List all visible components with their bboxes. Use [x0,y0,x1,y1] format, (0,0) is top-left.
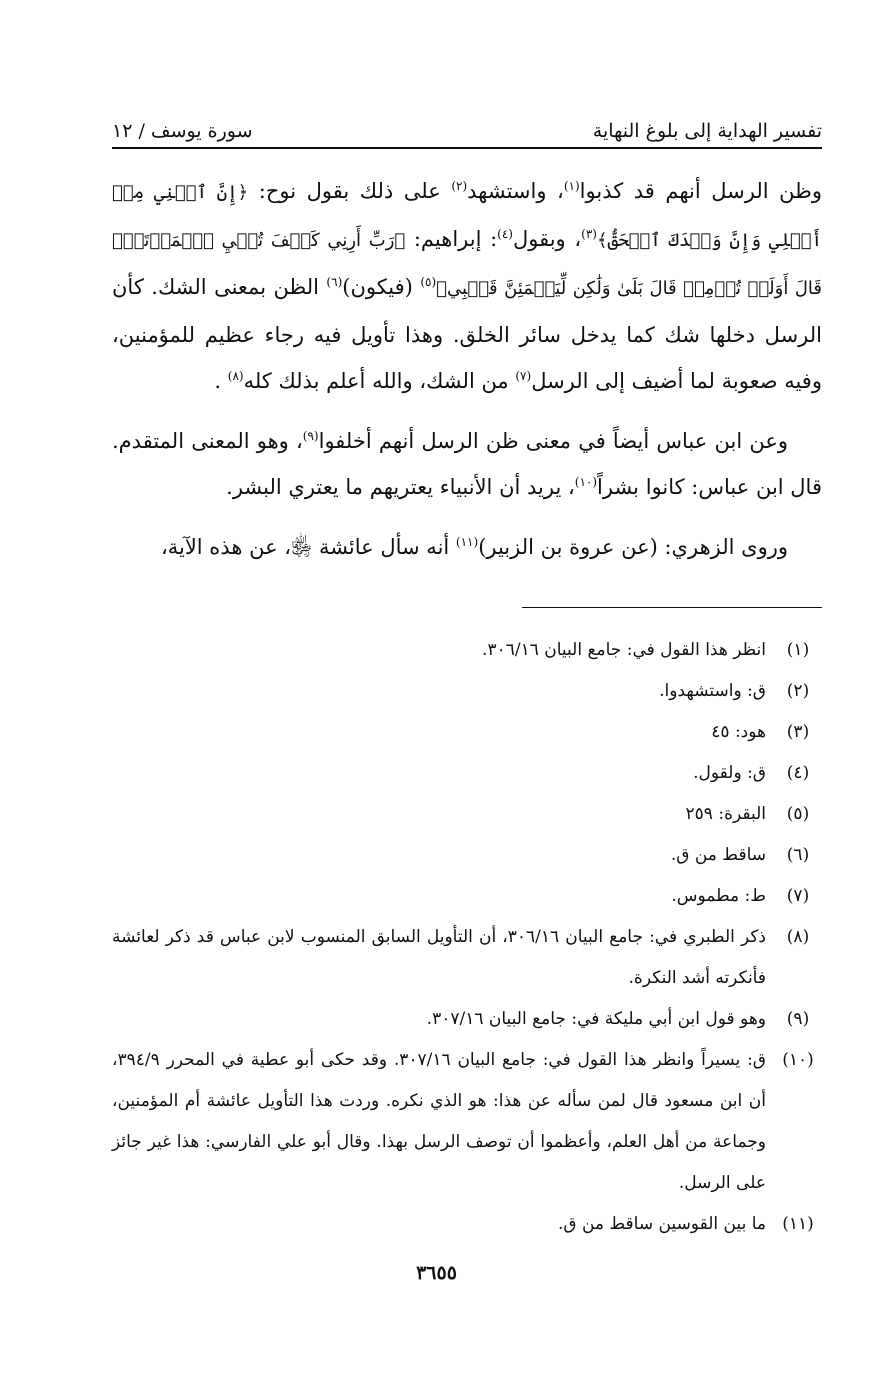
quran-verse: ﴿رَبِّ أَرِنِي كَيۡفَ تُحۡيِ ٱلۡمَوۡتَىٰۖ قَالَ أَوَلَمۡ تُؤۡمِنۖ قَالَ بَلَىٰ وَلَٰكِن لِّيَطۡمَئِنَّ قَلۡبِي﴾ [112,230,822,299]
text-run: الظن بمعنى الشك. كأن الرسل دخلها شك كما يدخل سائر الخلق. وهذا تأويل فيه رجاء عظيم للمؤمنين، وفيه صعوبة لما أضيف إلى الرسل [112,275,822,393]
paragraph-1 [112,168,822,404]
footnote-text: ساقط من ق. [670,845,766,865]
footnote-ref[interactable]: (٩) [302,429,319,443]
footnote-number: (٦) [786,845,810,865]
footnote-ref[interactable]: (١١) [455,535,479,549]
footnote-number: (٤) [786,763,810,783]
footnote-number: (١) [786,640,810,660]
footnote-item [112,1204,830,1245]
text-run: من الشك، والله أعلم بذلك كله [243,369,516,393]
text-run: ، يريد أن الأنبياء يعتريهم ما يعتري البشر. [226,475,575,499]
footnote-number: (١١) [782,1214,814,1234]
footnote-text: ق: واستشهدوا. [659,681,766,701]
text-run: وعن ابن عباس أيضاً في معنى ظن الرسل أنهم أخلفوا [318,429,788,453]
quran-verse: ﴿إِنَّ ٱبۡنِي مِنۡ أَهۡلِي وَإِنَّ وَعۡدَكَ ٱلۡحَقُّ﴾ [112,182,822,251]
footnote-text: ذكر الطبري في: جامع البيان ٣٠٦/١٦، أن التأويل السابق المنسوب لابن عباس قد ذكر لعائشة فأنكرته أشد النكرة. [112,927,766,988]
footnote-text: البقرة: ٢٥٩ [685,804,766,824]
footnote-item [112,1040,830,1204]
footnotes-list [112,630,830,1245]
footnote-text: ق: ولقول. [693,763,766,783]
text-run: ، وبقول [512,227,582,251]
book-title: تفسير الهداية إلى بلوغ النهاية [592,120,822,142]
footnote-ref[interactable]: (١) [563,179,580,193]
footnote-item [112,712,830,753]
text-run: . [214,369,228,393]
footnote-ref[interactable]: (٦) [326,275,343,289]
paragraph-2 [112,418,822,510]
footnote-text: وهو قول ابن أبي مليكة في: جامع البيان ٣٠٧/١٦. [426,1009,766,1029]
footnote-number: (٢) [786,681,810,701]
text-run: ، واستشهد [467,179,564,203]
text-run: على ذلك بقول نوح: [248,179,452,203]
footnote-number: (٣) [786,722,810,742]
footnote-text: هود: ٤٥ [711,722,766,742]
paragraph-3 [112,524,822,570]
footnote-item [112,671,830,712]
text-run: ، وهو المعنى المتقدم. قال ابن عباس: كانوا بشراً [112,429,822,499]
footnote-item [112,876,830,917]
footnote-ref[interactable]: (٢) [451,179,468,193]
footnote-item [112,999,830,1040]
text-run: : إبراهيم: [405,227,498,251]
text-run: (فيكون) [342,275,421,299]
footnote-ref[interactable]: (٤) [497,227,513,241]
footnote-item [112,917,830,999]
footnote-number: (٥) [786,804,810,824]
text-run: أنه سأل عائشة ﵂، عن هذه الآية، [160,535,456,559]
footnote-ref[interactable]: (٥) [420,275,437,289]
footnote-ref[interactable]: (٨) [227,369,244,383]
text-run: وظن الرسل أنهم قد كذبوا [579,179,822,203]
running-header [112,106,822,142]
main-text [112,168,822,584]
footnote-text: انظر هذا القول في: جامع البيان ٣٠٦/١٦. [482,640,766,660]
footnote-item [112,630,830,671]
footnote-text: ق: يسيراً وانظر هذا القول في: جامع البيان ٣٠٧/١٦. وقد حكى أبو عطية في المحرر ٣٩٤/٩، أن ابن مسعود قال لمن سأله عن هذا: هو الذي نكره. وردت هذا التأويل عائشة أم المؤمنين، وجماعة من أهل العلم، وأعظموا أن توصف الرسل بهذا. وقال أبو علي الفارسي: هذا غير جائز على الرسل. [112,1050,766,1193]
footnote-text: ما بين القوسين ساقط من ق. [557,1214,766,1234]
footnote-ref[interactable]: (١٠) [574,475,598,489]
header-divider [112,147,822,149]
footnote-ref[interactable]: (٧) [515,369,532,383]
footnote-number: (٧) [786,886,810,906]
surah-page-label: سورة يوسف / ١٢ [112,120,253,142]
footnote-number: (١٠) [782,1050,814,1070]
footnote-item [112,835,830,876]
footnote-ref[interactable]: (٣) [581,227,597,241]
footnote-item [112,794,830,835]
footnote-number: (٨) [786,927,810,947]
footnote-divider [522,607,822,608]
footnote-text: ط: مطموس. [671,886,766,906]
footnote-number: (٩) [786,1009,810,1029]
page-number: ٣٦٥٥ [416,1262,457,1284]
text-run: وروى الزهري: (عن عروة بن الزبير) [478,535,788,559]
footnote-item [112,753,830,794]
